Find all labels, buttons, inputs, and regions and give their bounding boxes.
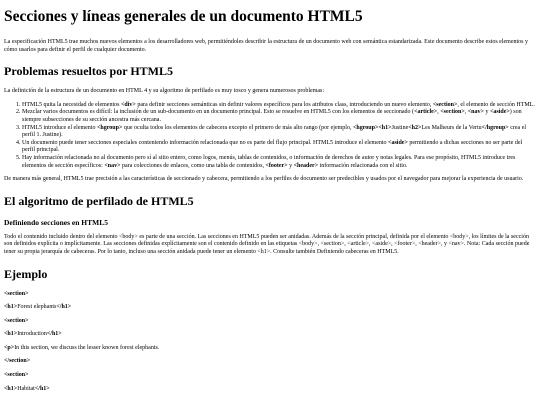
text-run: Hay información relacionada no al documento pero sí al sitio entero, como logos, menús, tablas de contenidos, o información de derechos de autor y notas legales. Para ese propósito, HTML5 introduce tres elementos de sección específicos: [22,154,516,169]
text-run: Forest elephants [17,304,57,311]
text-run: , el elemento de sección HTML. [457,101,535,108]
intro-paragraph: La especificación HTML5 trae muchos nuevos elementos a los desarrolladores web, permitiéndoles describir la estructura de un documento web con semántica estandarizada. Este documento describe estos elementos y cómo usarlos para definir el perfil de cualquier documento. [4,39,528,53]
example-line [4,372,536,380]
text-run: HTML5 quita la necesidad de elementos [22,101,121,108]
text-run: y [483,109,490,116]
text-run: información relacionada con el sitio. [318,162,408,169]
algorithm-heading: El algoritmo de perfilado de HTML5 [4,193,194,208]
algorithm-body: Todo el contenido incluido dentro del elemento <body> es parte de una sección. Las secciones en HTML5 pueden ser anidadas. Además de la sección principal, definida por el elemento <body>, los límites de la sección son definidos explícita o implícitamente. Las secciones definidas explícitamente son el contenido definido en las etiquetas <body>, <section>, <article>, <aside>, <footer>, <header>, y <nav>. Nota: Cada sección puede tener su propia jerarquía de cabeceras. Por lo tanto, incluso una sección anidada puede tener un elemento <h1>. Consulte también Definiendo cabeceras en HTML5. [4,233,530,255]
code-tag: </h1> [56,304,72,311]
example-line [4,386,536,394]
code-tag: <section> [440,109,465,116]
example-heading: Ejemplo [4,266,48,281]
text-run: que oculta todos los elementos de cabecera excepto el primero de más alto rango (por ejemplo, [122,124,353,131]
text-run: para definir secciones semánticas sin definir valores específicos para los atributos class, introduciendo un nuevo elemento, [135,101,433,108]
page-title: Secciones y líneas generales de un documento HTML5 [4,8,363,25]
text-run: Habitat [17,385,35,392]
code-tag: <p> [4,344,15,351]
code-tag: <section> [4,317,29,324]
text-run: Un documento puede tener secciones especiales conteniendo información relacionada que no es parte del flujo principal. HTML5 introduce el elemento [22,139,389,146]
example-line [4,345,536,353]
code-tag: <footer> [265,162,288,169]
text-run: crea el perfil 1. Justine). [22,124,527,139]
problem-item [22,109,536,124]
text-run: Justine [391,124,409,131]
text-run: HTML5 introduce el elemento [22,124,97,131]
text-run: para colecciones de enlaces, como una tabla de contenidos, [120,162,266,169]
problems-closing: De manera más general, HTML5 trae precisión a las características de seccionado y cabecera, permitiendo a los perfiles de documento ser predecibles y usados por el navegador para mejorar la experiencia de usuario. [4,176,524,183]
example-code [4,291,536,394]
text-run: Les Malheurs de la Vertu [421,124,482,131]
code-tag: <nav> [467,109,484,116]
text-run: , [464,109,468,116]
example-line [4,358,536,366]
code-tag: </hgroup> [481,124,509,131]
sections-subheading: Definiendo secciones en HTML5 [4,217,108,227]
example-line [4,291,536,299]
code-tag: <h2> [408,124,422,131]
text-run: ) son siempre subsecciones de su sección ancestra más cercana. [22,109,522,123]
code-tag: <aside> [388,139,408,146]
code-tag: <h1> [378,124,392,131]
code-tag: <h1> [4,385,18,392]
code-tag: </h1> [46,331,62,338]
example-line [4,304,536,312]
text-run: , [437,109,441,116]
text-run: Introduction [17,331,47,338]
code-tag: <section> [4,372,29,379]
problems-heading: Problemas resueltos por HTML5 [4,64,173,79]
code-tag: <h1> [4,304,18,311]
problem-item [22,140,536,155]
text-run: y [287,162,294,169]
text-run: Mezclar varios documentos es difícil: la inclusión de un sub-documento en un documento principal. Esto se resuelve en HTML5 con los elementos de seccionado ( [22,109,415,116]
code-tag: <aside> [489,109,510,116]
code-tag: <article> [414,109,438,116]
example-line [4,331,536,339]
code-tag: <nav> [104,162,121,169]
code-tag: </section> [4,358,31,365]
code-tag: <hgroup> [352,124,379,131]
code-tag: <section> [4,290,29,297]
code-tag: <header> [293,162,319,169]
code-tag: <section> [432,101,458,108]
problems-lead: La definición de la estructura de un documento en HTML 4 y su algoritmo de perfilado es muy tosco y genera numerosos problemas: [4,88,325,95]
problem-item [22,155,536,170]
code-tag: <h1> [4,331,18,338]
code-tag: <div> [120,101,136,108]
problems-list [4,102,536,170]
code-tag: </h1> [34,385,50,392]
problem-item [22,125,536,140]
example-line [4,318,536,326]
text-run: permitiendo a dichas secciones no ser parte del perfil principal. [22,139,523,154]
text-run: In this section, we discuss the lesser known forest elephants. [14,344,160,351]
code-tag: <hgroup> [96,124,123,131]
